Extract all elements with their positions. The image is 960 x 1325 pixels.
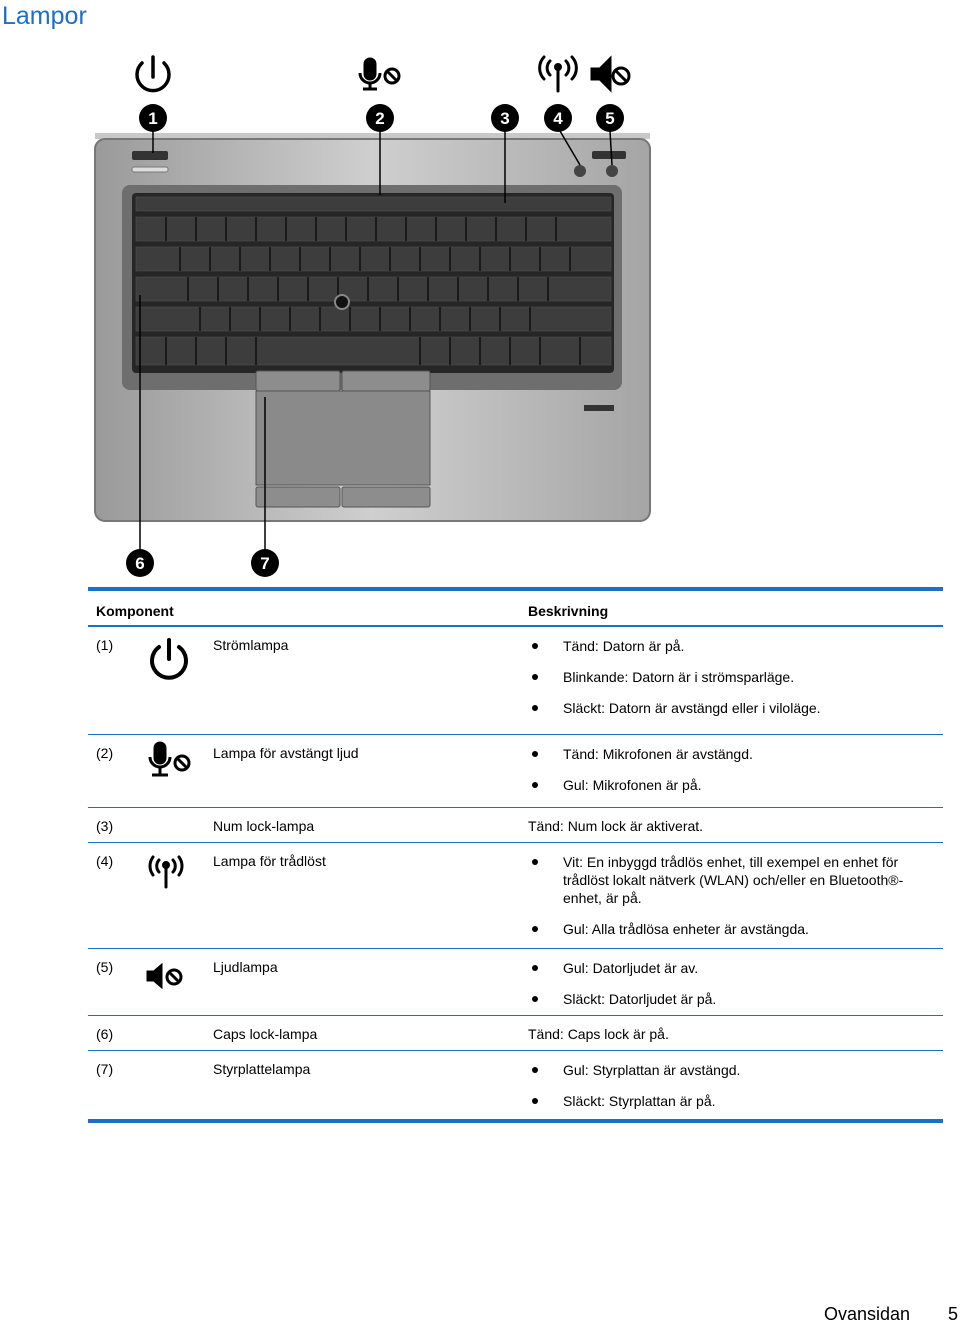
component-name: Num lock-lampa <box>213 818 315 834</box>
description <box>528 627 943 725</box>
description <box>528 735 943 802</box>
component-name: Lampa för trådlöst <box>213 853 326 869</box>
description: Tänd: Num lock är aktiverat. <box>528 818 704 834</box>
touchpad-button-right-bottom <box>342 487 430 507</box>
touchpad-button-left-bottom <box>256 487 340 507</box>
callout-7: 7 <box>260 554 270 573</box>
power-icon <box>146 637 192 688</box>
laptop-top-view-figure <box>80 45 680 585</box>
list-item: Tänd: Datorn är på. <box>528 637 933 655</box>
power-icon <box>137 57 169 91</box>
row-number: (2) <box>96 745 114 761</box>
table-header <box>88 587 943 627</box>
callout-5: 5 <box>605 109 615 128</box>
footer-section-name: Ovansidan <box>824 1304 911 1324</box>
touchpad-button-left-top <box>256 371 340 391</box>
callout-2: 2 <box>375 109 385 128</box>
callout-4: 4 <box>553 109 563 128</box>
mic-mute-icon <box>360 59 399 89</box>
component-name: Lampa för avstängt ljud <box>213 745 359 761</box>
table-row <box>88 1016 943 1051</box>
list-item: Släckt: Datorn är avstängd eller i viloläge. <box>528 699 933 717</box>
list-item: Gul: Alla trådlösa enheter är avstängda. <box>528 920 933 938</box>
callout-6: 6 <box>135 554 145 573</box>
component-name: Strömlampa <box>213 637 289 653</box>
header-description: Beskrivning <box>528 603 609 619</box>
callout-3: 3 <box>500 109 510 128</box>
header-component: Komponent <box>96 603 174 619</box>
table-row <box>88 1051 943 1123</box>
mute-icon <box>592 59 629 89</box>
row-number: (1) <box>96 637 114 653</box>
list-item: Gul: Mikrofonen är på. <box>528 776 933 794</box>
page-title: Lampor <box>2 2 87 30</box>
description <box>528 949 943 1016</box>
description <box>528 1051 943 1118</box>
table-row <box>88 627 943 735</box>
list-item: Vit: En inbyggd trådlös enhet, till exempel en enhet för trådlöst lokalt nätverk (WLAN) och/eller en Bluetooth®-enhet, är på. <box>528 853 933 907</box>
touchpad-button-right-top <box>342 371 430 391</box>
wireless-led <box>574 165 586 177</box>
list-item: Gul: Styrplattan är avstängd. <box>528 1061 933 1079</box>
wireless-icon <box>540 57 577 91</box>
component-name: Caps lock-lampa <box>213 1026 318 1042</box>
row-number: (4) <box>96 853 114 869</box>
description <box>528 843 943 946</box>
pointing-stick <box>335 295 349 309</box>
row-number: (5) <box>96 959 114 975</box>
list-item: Tänd: Mikrofonen är avstängd. <box>528 745 933 763</box>
fingerprint-reader <box>584 405 614 411</box>
component-name: Ljudlampa <box>213 959 278 975</box>
row-number: (6) <box>96 1026 114 1042</box>
component-table <box>88 587 943 1123</box>
mute-led <box>606 165 618 177</box>
wireless-icon <box>146 855 186 894</box>
list-item: Gul: Datorljudet är av. <box>528 959 933 977</box>
mic-mute-icon <box>146 741 194 784</box>
list-item: Blinkande: Datorn är i strömsparläge. <box>528 668 933 686</box>
power-button <box>132 151 168 160</box>
row-number: (7) <box>96 1061 114 1077</box>
mute-icon <box>146 963 188 992</box>
callout-1: 1 <box>148 109 158 128</box>
table-row <box>88 808 943 843</box>
table-row <box>88 843 943 949</box>
footer-page-number: 5 <box>948 1304 959 1324</box>
list-item: Släckt: Styrplattan är på. <box>528 1092 933 1110</box>
row-number: (3) <box>96 818 114 834</box>
table-row <box>88 735 943 808</box>
component-name: Styrplattelampa <box>213 1061 311 1077</box>
description: Tänd: Caps lock är på. <box>528 1026 669 1042</box>
table-row <box>88 949 943 1016</box>
list-item: Släckt: Datorljudet är på. <box>528 990 933 1008</box>
touchpad <box>256 391 430 485</box>
